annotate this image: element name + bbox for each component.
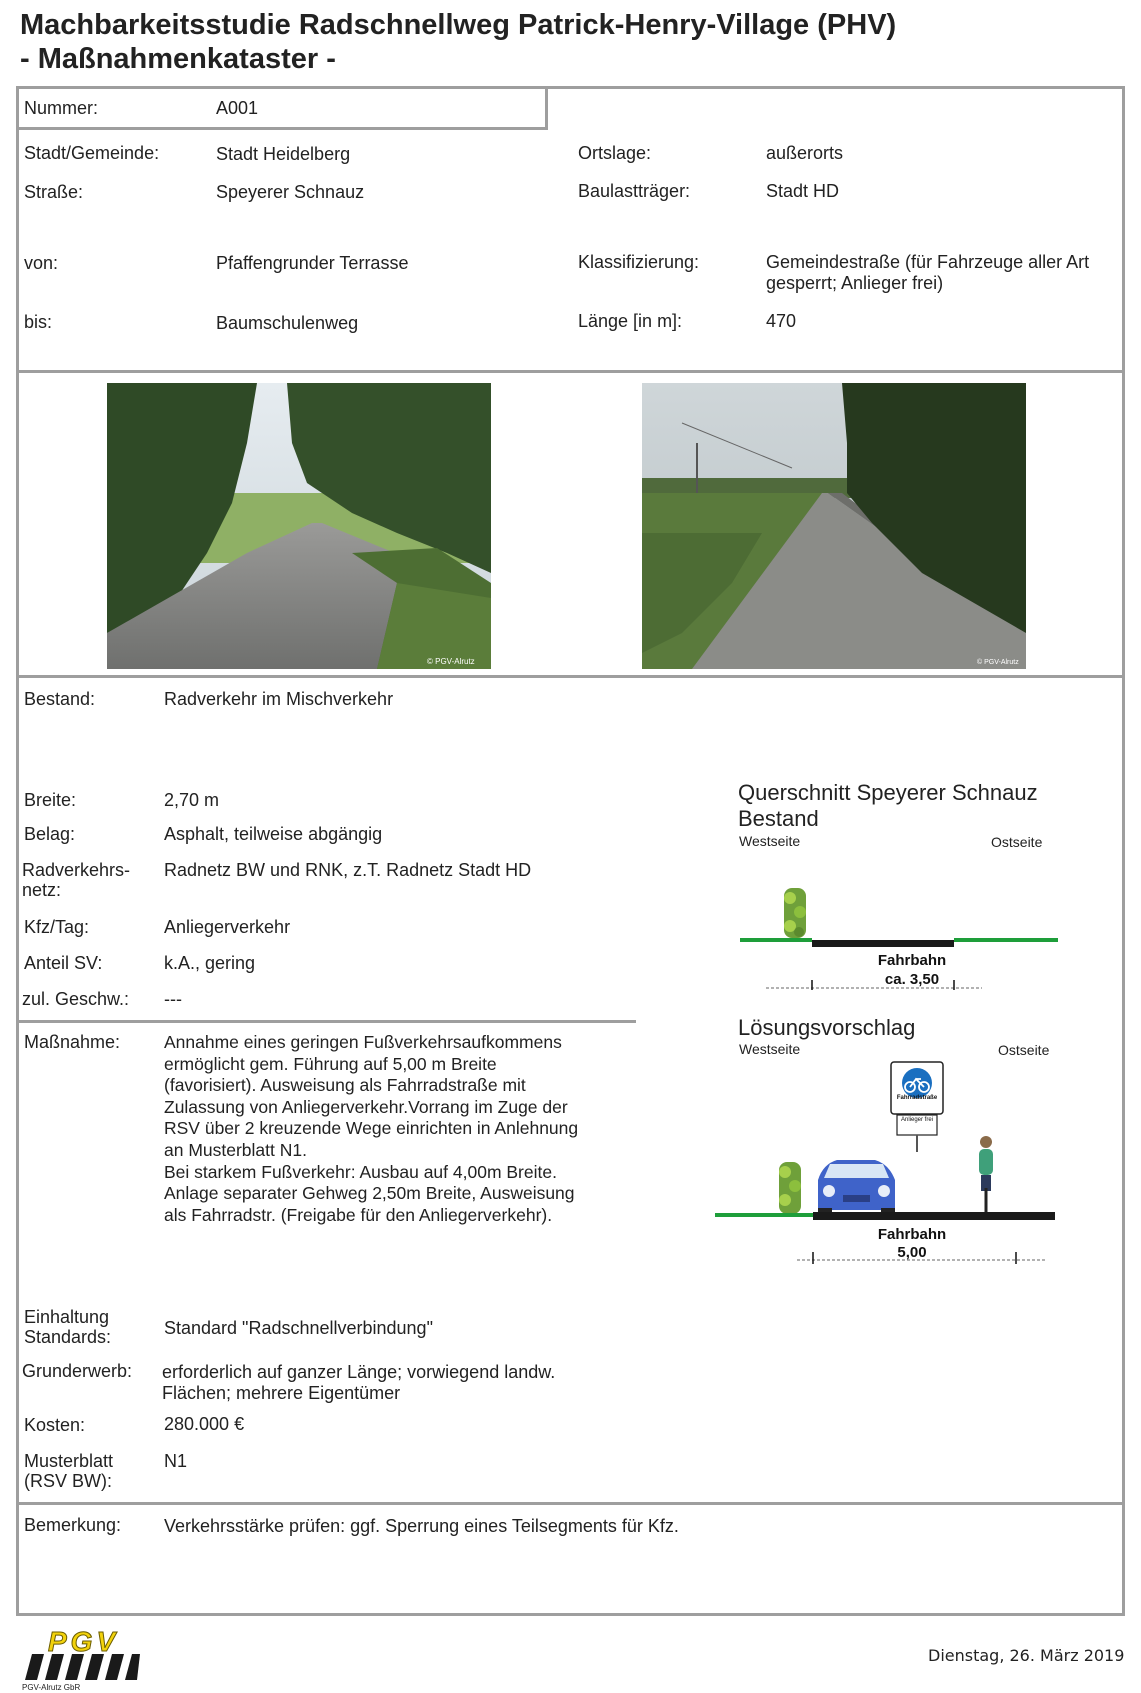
stadt-label: Stadt/Gemeinde: [24, 143, 160, 163]
standards-label-line-1: Einhaltung [24, 1307, 110, 1327]
massnahme-line: Bei starkem Fußverkehr: Ausbau auf 4,00m Breite. [164, 1161, 557, 1182]
photo-left [107, 383, 491, 669]
sv-value: k.A., gering [164, 953, 256, 973]
von-label: von: [24, 253, 59, 273]
muster-label-line-2: (RSV BW): [24, 1471, 112, 1491]
sv-label: Anteil SV: [24, 953, 103, 973]
westseite-label-2: Westseite [739, 1041, 801, 1057]
title-line-1: Machbarkeitsstudie Radschnellweg Patrick-Henry-Village (PHV) [20, 9, 897, 41]
baulast-value: Stadt HD [766, 181, 840, 201]
massnahme-label: Maßnahme: [24, 1032, 121, 1052]
loesung-title: Lösungsvorschlag [738, 1015, 916, 1040]
ortslage-value: außerorts [766, 143, 844, 163]
massnahme-line: als Fahrradstr. (Freigabe für den Anliegerverkehr). [164, 1204, 553, 1225]
geschw-label: zul. Geschw.: [22, 989, 130, 1009]
netz-label-line-2: netz: [22, 880, 62, 900]
kosten-value: 280.000 € [164, 1414, 245, 1434]
divider-bestand [16, 1020, 636, 1023]
grund-value [162, 1362, 555, 1404]
divider-bemerkung [16, 1502, 1125, 1505]
car-icon [818, 1160, 895, 1218]
kfz-value: Anliegerverkehr [164, 917, 291, 937]
muster-label-line-1: Musterblatt [24, 1451, 114, 1471]
strasse-value: Speyerer Schnauz [216, 182, 365, 202]
hedge-icon [784, 888, 806, 938]
laenge-value: 470 [766, 311, 797, 331]
ostseite-label-2: Ostseite [998, 1042, 1050, 1058]
baulast-label: Baulastträger: [578, 181, 691, 201]
pgv-logo-sub: PGV-Alrutz GbR [22, 1683, 81, 1692]
dimension-existing: ca. 3,50 [884, 971, 940, 988]
fahrradstrasse-sign-icon [891, 1062, 943, 1152]
photo-left-credit: © PGV-Alrutz [427, 657, 475, 666]
stadt-value: Stadt Heidelberg [216, 144, 351, 164]
massnahme-line: Zulassung von Anliegerverkehr.Vorrang im Zuge der [164, 1096, 568, 1117]
von-value: Pfaffengrunder Terrasse [216, 253, 409, 273]
strasse-label: Straße: [24, 182, 84, 202]
cyclist-icon [979, 1136, 993, 1215]
standards-label-line-2: Standards: [24, 1327, 112, 1347]
road-fork-photo [107, 383, 491, 669]
grund-line-2: Flächen; mehrere Eigentümer [162, 1383, 401, 1403]
bestand-label: Bestand: [24, 689, 96, 709]
fahrbahn-label-1: Fahrbahn [877, 952, 947, 969]
muster-value: N1 [164, 1451, 188, 1471]
kfz-label: Kfz/Tag: [24, 917, 90, 937]
klass-line-2: gesperrt; Anlieger frei) [766, 273, 944, 293]
pgv-logo-text: PGV [48, 1626, 120, 1657]
geschw-value: --- [164, 989, 182, 1009]
ortslage-label: Ortslage: [578, 143, 652, 163]
nummer-label: Nummer: [24, 98, 99, 118]
breite-value: 2,70 m [164, 790, 220, 810]
belag-value: Asphalt, teilweise abgängig [164, 824, 383, 844]
hedge-icon [779, 1162, 801, 1214]
diagram-title-1: Querschnitt Speyerer Schnauz [738, 780, 1038, 805]
massnahme-line: (favorisiert). Ausweisung als Fahrradstraße mit [164, 1075, 526, 1096]
muster-label [24, 1451, 113, 1491]
massnahme-line: Anlage separater Gehweg 2,50m Breite, Ausweisung [164, 1183, 575, 1204]
netz-value: Radnetz BW und RNK, z.T. Radnetz Stadt HD [164, 860, 532, 880]
print-date: Dienstag, 26. März 2019 [928, 1646, 1125, 1665]
belag-label: Belag: [24, 824, 76, 844]
massnahme-line: an Musterblatt N1. [164, 1139, 307, 1160]
bemerkung-value: Verkehrsstärke prüfen: ggf. Sperrung eines Teilsegments für Kfz. [164, 1516, 679, 1536]
fahrbahn-label-2: Fahrbahn [877, 1226, 947, 1243]
sign-sub: Anlieger frei [900, 1117, 933, 1123]
breite-label: Breite: [24, 790, 77, 810]
standards-value: Standard "Radschnellverbindung" [164, 1318, 433, 1338]
nummer-value: A001 [216, 98, 259, 118]
kosten-label: Kosten: [24, 1415, 86, 1435]
massnahme-line: Annahme eines geringen Fußverkehrsaufkommens [164, 1032, 562, 1052]
netz-label-line-1: Radverkehrs- [22, 860, 131, 880]
klass-line-1: Gemeindestraße (für Fahrzeuge aller Art [766, 252, 1090, 272]
bis-label: bis: [24, 312, 53, 332]
page-title [20, 8, 896, 76]
massnahme-line: RSV über 2 kreuzende Wege einrichten in Anlehnung [164, 1118, 579, 1139]
bemerkung-label: Bemerkung: [24, 1515, 122, 1535]
grund-line-1: erforderlich auf ganzer Länge; vorwiegend landw. [162, 1362, 556, 1382]
massnahme-line: ermöglicht gem. Führung auf 5,00 m Breite [164, 1053, 497, 1074]
klass-value [766, 252, 1089, 294]
photo-right [642, 383, 1026, 669]
ostseite-label-1: Ostseite [991, 834, 1043, 850]
westseite-label-1: Westseite [739, 833, 801, 849]
laenge-label: Länge [in m]: [578, 311, 683, 331]
netz-label [22, 860, 130, 900]
sign-text: Fahrradstraße [896, 1095, 938, 1101]
massnahme-text [164, 1032, 578, 1226]
bestand-value: Radverkehr im Mischverkehr [164, 689, 394, 709]
bis-value: Baumschulenweg [216, 313, 359, 333]
photo-right-credit: © PGV-Alrutz [977, 659, 1019, 666]
klass-label: Klassifizierung: [578, 252, 700, 272]
grund-label: Grunderwerb: [22, 1361, 133, 1381]
divider-info [16, 370, 1125, 373]
straight-road-photo [642, 383, 1026, 669]
standards-label [24, 1307, 111, 1347]
dimension-proposal: 5,00 [897, 1244, 927, 1261]
diagram-title-2: Bestand [738, 806, 819, 831]
divider-photos [16, 675, 1125, 678]
title-line-2: - Maßnahmenkataster - [20, 43, 336, 75]
